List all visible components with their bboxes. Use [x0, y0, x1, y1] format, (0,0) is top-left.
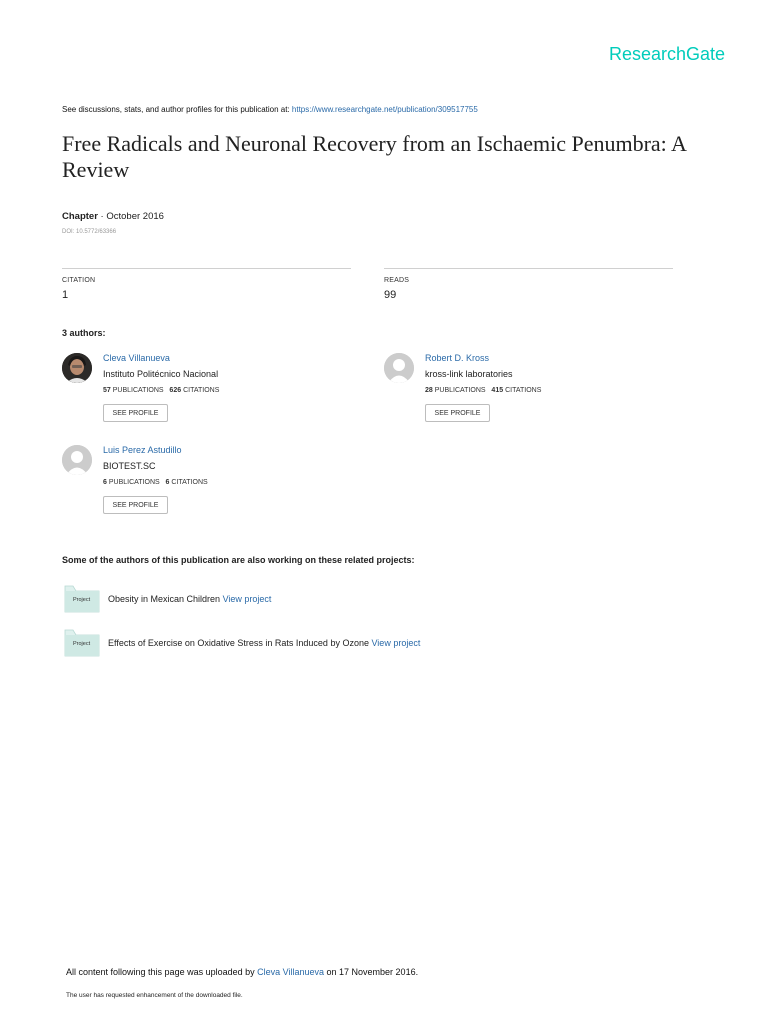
author-stats: [103, 479, 208, 486]
author-publication-count: 6: [103, 479, 107, 486]
related-projects-heading: Some of the authors of this publication are also working on these related projects:: [62, 555, 415, 565]
project-title: Obesity in Mexican Children: [108, 594, 223, 604]
project-icon-label: Project: [73, 641, 91, 647]
publication-url-link[interactable]: https://www.researchgate.net/publication/309517755: [291, 105, 478, 114]
project-icon-label: Project: [73, 597, 91, 603]
project-title: Effects of Exercise on Oxidative Stress in Rats Induced by Ozone: [108, 638, 372, 648]
citation-count: 1: [62, 289, 69, 301]
publication-title: Free Radicals and Neuronal Recovery from an Ischaemic Penumbra: A Review: [62, 131, 686, 182]
author-citation-count: 415: [491, 387, 504, 394]
citation-divider: [62, 268, 351, 269]
citation-label: CITATION: [62, 277, 96, 284]
publications-label: PUBLICATIONS: [108, 479, 160, 486]
publication-date: · October 2016: [97, 211, 164, 222]
publication-meta: [62, 211, 164, 222]
project-title-line: [108, 594, 271, 604]
author-default-avatar[interactable]: [62, 445, 92, 475]
reads-label: READS: [384, 277, 410, 284]
author-card: [62, 445, 362, 525]
reads-count: 99: [384, 289, 397, 301]
citations-label: CITATIONS: [171, 479, 208, 486]
enhancement-note: The user has requested enhancement of the downloaded file.: [66, 992, 243, 999]
related-project-item: [64, 629, 484, 659]
author-photo-icon: [62, 353, 92, 383]
citations-label: CITATIONS: [183, 387, 220, 394]
uploaded-suffix: on 17 November 2016.: [324, 967, 419, 977]
uploader-link[interactable]: Cleva Villanueva: [257, 967, 325, 977]
user-placeholder-icon: [384, 353, 414, 383]
publications-label: PUBLICATIONS: [434, 387, 486, 394]
author-institution: Instituto Politécnico Nacional: [103, 369, 219, 379]
researchgate-logo[interactable]: ResearchGate: [609, 44, 726, 64]
author-card: [384, 353, 684, 433]
author-name-link[interactable]: Cleva Villanueva: [103, 353, 170, 363]
project-title-line: [108, 638, 420, 648]
author-publication-count: 28: [425, 387, 433, 394]
citations-label: CITATIONS: [505, 387, 542, 394]
upload-info: [66, 967, 418, 977]
view-project-link[interactable]: View project: [222, 594, 272, 604]
see-profile-button[interactable]: SEE PROFILE: [425, 404, 490, 422]
user-placeholder-icon: [62, 445, 92, 475]
author-institution: BIOTEST.SC: [103, 461, 156, 471]
author-citation-count: 6: [165, 479, 170, 486]
view-project-link[interactable]: View project: [371, 638, 421, 648]
authors-heading: 3 authors:: [62, 328, 106, 338]
see-profile-button[interactable]: SEE PROFILE: [103, 496, 168, 514]
publications-label: PUBLICATIONS: [112, 387, 164, 394]
author-photo-avatar[interactable]: [62, 353, 92, 383]
author-institution: kross-link laboratories: [425, 369, 513, 379]
publication-source-line: [62, 105, 478, 114]
author-citation-count: 626: [169, 387, 182, 394]
publication-type: Chapter: [62, 211, 98, 222]
publication-doi: DOI: 10.5772/63366: [62, 229, 117, 235]
reads-divider: [384, 268, 673, 269]
author-stats: [103, 387, 219, 394]
author-name-link[interactable]: Luis Perez Astudillo: [103, 445, 182, 455]
author-default-avatar[interactable]: [384, 353, 414, 383]
see-discussions-text: See discussions, stats, and author profiles for this publication at:: [62, 105, 292, 114]
author-name-link[interactable]: Robert D. Kross: [425, 353, 490, 363]
author-card: [62, 353, 362, 433]
author-stats: [425, 387, 541, 394]
project-folder-icon: [64, 585, 100, 613]
uploaded-prefix: All content following this page was uploaded by: [66, 967, 258, 977]
author-publication-count: 57: [103, 387, 111, 394]
see-profile-button[interactable]: SEE PROFILE: [103, 404, 168, 422]
project-folder-icon: [64, 629, 100, 657]
related-project-item: [64, 585, 464, 615]
